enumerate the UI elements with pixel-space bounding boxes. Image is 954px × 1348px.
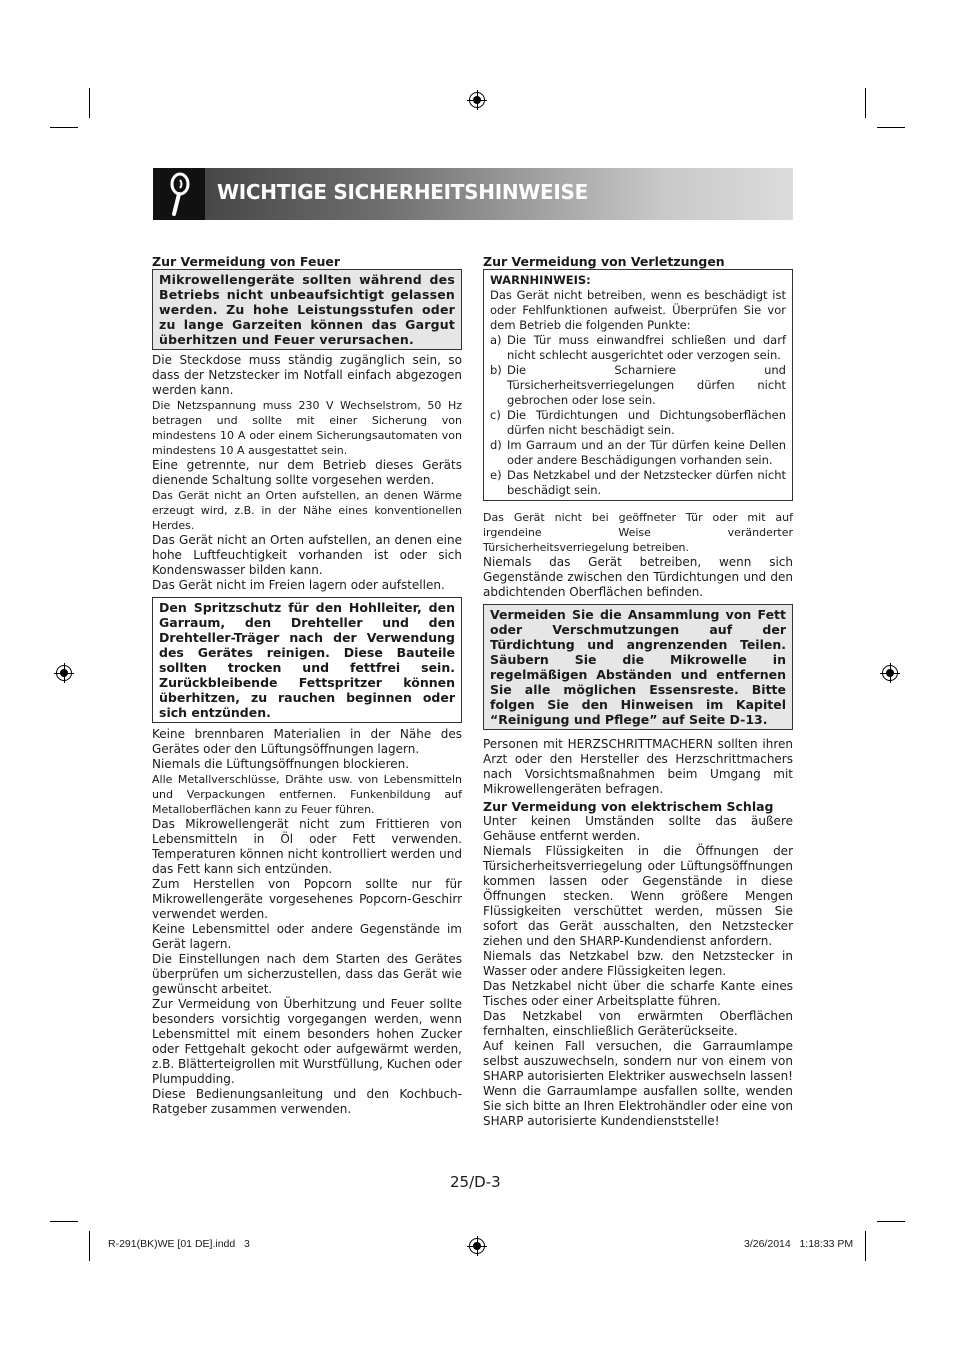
paragraph: Die Steckdose muss ständig zugänglich sein, so dass der Netzstecker im Notfall einfach abgezogen werden kann. <box>152 353 462 397</box>
paragraph: Keine Lebensmittel oder andere Gegenstände im Gerät lagern. <box>152 922 462 951</box>
paragraph: Das Gerät nicht an Orten aufstellen, an denen eine hohe Luftfeuchtigkeit vorhanden ist oder sich Kondenswasser bilden kann. <box>152 533 462 577</box>
right-column <box>483 254 793 1129</box>
paragraph: Das Netzkabel nicht über die scharfe Kante eines Tisches oder einer Arbeitsplatte führen. <box>483 979 793 1008</box>
paragraph: Niemals die Lüftungsöffnungen blockieren. <box>152 757 410 771</box>
paragraph: Diese Bedienungsanleitung und den Kochbuch-Ratgeber zusammen verwenden. <box>152 1087 462 1116</box>
warning-title: WARNHINWEIS: <box>490 273 591 287</box>
paragraph: Das Gerät nicht an Orten aufstellen, an denen Wärme erzeugt wird, z.B. in der Nähe eines konventionellen Herdes. <box>152 489 462 532</box>
warning-box-fire: Mikrowellengeräte sollten während des Betriebs nicht unbeaufsichtigt gelassen werden. Zu hohe Leistungsstufen oder zu lange Garzeiten können das Gargut überhitzen und Feuer verursachen. <box>152 269 462 350</box>
safety-pin-icon <box>153 168 205 220</box>
crop-mark <box>50 1221 78 1222</box>
paragraph: Alle Metallverschlüsse, Drähte usw. von Lebensmitteln und Verpackungen entfernen. Funkenbildung auf Metalloberflächen kann zu Feuer führen. <box>152 773 462 816</box>
section-heading-injury: Zur Vermeidung von Verletzungen <box>483 254 725 269</box>
paragraph: Auf keinen Fall versuchen, die Garraumlampe selbst auszuwechseln, sondern nur von einem von SHARP autorisierten Elektriker auswechseln lassen! Wenn die Garraumlampe ausfallen sollte, wenden Sie sich bitte an Ihren Elektrohändler oder eine von SHARP autorisierte Kundendienststelle! <box>483 1039 793 1128</box>
crop-mark <box>877 127 905 128</box>
section-heading-shock: Zur Vermeidung von elektrischem Schlag <box>483 799 774 814</box>
paragraph: Eine getrennte, nur dem Betrieb dieses Geräts dienende Schaltung sollte vorgesehen werden. <box>152 458 462 487</box>
paragraph: Das Mikrowellengerät nicht zum Frittieren von Lebensmitteln in Öl oder Fett verwenden. Temperaturen können nicht kontrolliert werden und das Fett kann sich entzünden. <box>152 817 462 876</box>
left-column <box>152 254 462 1117</box>
warning-list <box>490 333 786 498</box>
crop-mark <box>50 127 78 128</box>
paragraph: Zum Herstellen von Popcorn sollte nur für Mikrowellengeräte vorgesehenes Popcorn-Geschirr verwendet werden. <box>152 877 462 921</box>
footer-date: 3/26/2014 1:18:33 PM <box>744 1238 854 1250</box>
warning-box-grease: Vermeiden Sie die Ansammlung von Fett oder Verschmutzungen auf der Türdichtung und angrenzenden Teilen. Säubern Sie die Mikrowelle in regelmäßigen Abständen und entfernen Sie alle möglichen Essensreste. Bitte folgen Sie den Hinweisen im Kapitel “Reinigung und Pflege” auf Seite D-13. <box>483 604 793 730</box>
crop-mark <box>877 1221 905 1222</box>
page-number: 25/D-3 <box>450 1173 501 1191</box>
paragraph: Unter keinen Umständen sollte das äußere Gehäuse entfernt werden. <box>483 814 793 843</box>
section-heading-fire: Zur Vermeidung von Feuer <box>152 254 340 269</box>
crop-mark <box>89 1231 90 1261</box>
list-item: e) Das Netzkabel und der Netzstecker dürfen nicht beschädigt sein. <box>490 468 786 497</box>
list-item: d) Im Garraum und an der Tür dürfen keine Dellen oder andere Beschädigungen vorhanden sein. <box>490 438 786 467</box>
registration-mark-icon <box>469 92 485 108</box>
registration-mark-icon <box>469 1238 485 1254</box>
paragraph: Niemals das Gerät betreiben, wenn sich Gegenstände zwischen den Türdichtungen und den abdichtenden Oberflächen befinden. <box>483 555 793 599</box>
paragraph: Das Gerät nicht im Freien lagern oder aufstellen. <box>152 578 445 592</box>
list-item: c) Die Türdichtungen und Dichtungsoberflächen dürfen nicht beschädigt sein. <box>490 408 786 437</box>
page-title: WICHTIGE SICHERHEITSHINWEISE <box>217 180 589 204</box>
paragraph: Die Netzspannung muss 230 V Wechselstrom, 50 Hz betragen und sollte mit einer Sicherung von mindestens 10 A oder einem Sicherungsautomaten von mindestens 10 A ausgestattet sein. <box>152 399 462 457</box>
warning-box-cleaning: Den Spritzschutz für den Hohlleiter, den Garraum, den Drehteller und den Drehteller-Träger nach der Verwendung des Gerätes reinigen. Diese Bauteile sollten trocken und fettfrei sein. Zurückbleibende Fettspritzer können überhitzen, zu rauchen beginnen oder sich entzünden. <box>152 597 462 723</box>
paragraph: Zur Vermeidung von Überhitzung und Feuer sollte besonders vorsichtig vorgegangen werden, wenn Lebensmittel mit einem besonders hohen Zucker oder Fettgehalt gekocht oder aufgewärmt werden, z.B. Blätterteigrollen mit Wurstfüllung, Kuchen oder Plumpudding. <box>152 997 462 1086</box>
crop-mark <box>89 88 90 118</box>
registration-mark-icon <box>56 665 72 681</box>
list-item: b) Die Scharniere und Türsicherheitsverriegelungen dürfen nicht gebrochen oder lose sein. <box>490 363 786 407</box>
crop-mark <box>865 88 866 118</box>
paragraph: Personen mit HERZSCHRITTMACHERN sollten ihren Arzt oder den Hersteller des Herzschrittmachers nach Vorsichtsmaßnahmen beim Umgang mit Mikrowellengeräten befragen. <box>483 737 793 796</box>
footer-file: R-291(BK)WE [01 DE].indd 3 <box>108 1238 250 1250</box>
paragraph: Niemals Flüssigkeiten in die Öffnungen der Türsicherheitsverriegelung oder Lüftungsöffnungen kommen lassen oder Gegenstände in diese Öffnungen stecken. Wenn größere Mengen Flüssigkeiten verschüttet werden, müssen Sie sofort das Gerät ausschalten, den Netzstecker ziehen und den SHARP-Kundendienst anfordern. <box>483 844 793 948</box>
paragraph: Das Gerät nicht bei geöffneter Tür oder mit auf irgendeine Weise veränderter Türsicherheitsverriegelung betreiben. <box>483 511 793 554</box>
paragraph: Niemals das Netzkabel bzw. den Netzstecker in Wasser oder andere Flüssigkeiten legen. <box>483 949 793 978</box>
paragraph: Keine brennbaren Materialien in der Nähe des Gerätes oder den Lüftungsöffnungen lagern. <box>152 727 462 756</box>
warning-box-injury <box>483 269 793 501</box>
paragraph: Das Netzkabel von erwärmten Oberflächen fernhalten, einschließlich Geräterückseite. <box>483 1009 793 1038</box>
crop-mark <box>865 1231 866 1261</box>
paragraph: Die Einstellungen nach dem Starten des Gerätes überprüfen um sicherzustellen, dass das Gerät wie gewünscht arbeitet. <box>152 952 462 996</box>
warning-intro: Das Gerät nicht betreiben, wenn es beschädigt ist oder Fehlfunktionen aufweist. Überprüfen Sie vor dem Betrieb die folgenden Punkte: <box>490 288 786 332</box>
list-item: a) Die Tür muss einwandfrei schließen und darf nicht schlecht ausgerichtet oder verzogen sein. <box>490 333 786 362</box>
registration-mark-icon <box>882 665 898 681</box>
